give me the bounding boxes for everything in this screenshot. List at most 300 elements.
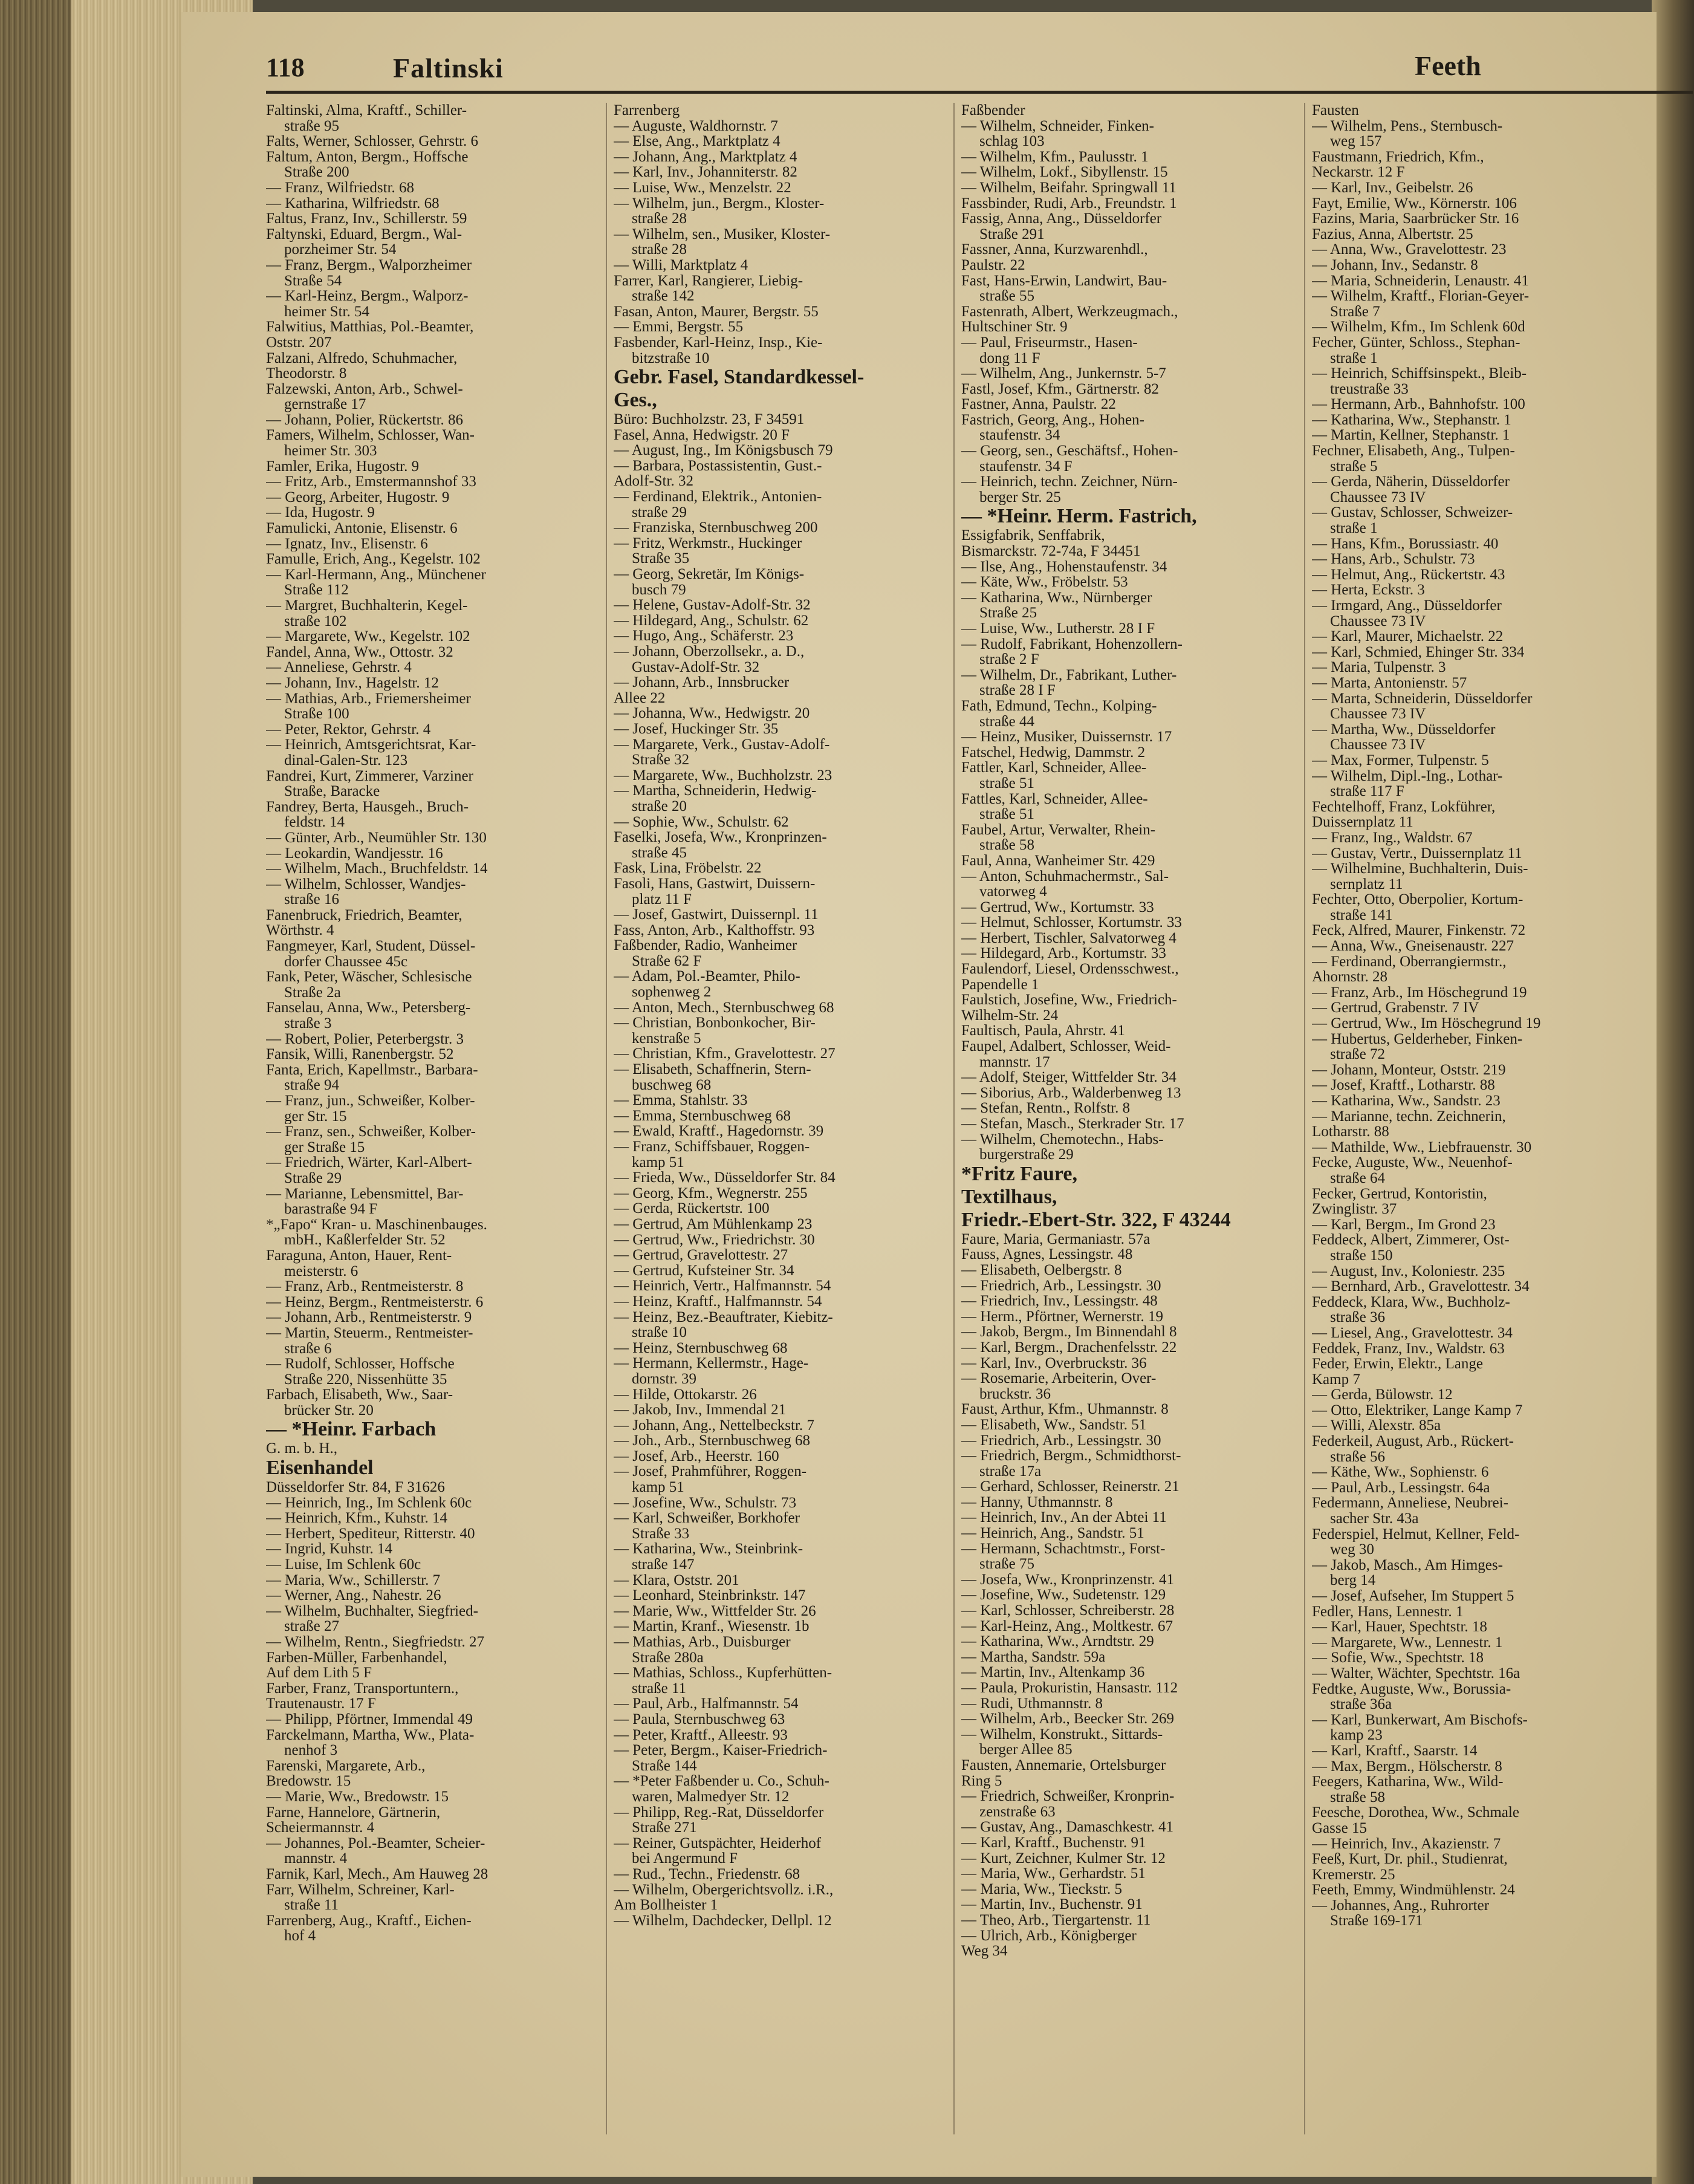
directory-entry-line: — Heinz, Bez.-Beauftrater, Kiebitz-: [614, 1309, 833, 1325]
directory-entry-line: — Hildegard, Arb., Kortumstr. 33: [961, 946, 1166, 962]
directory-entry-line: straße 20: [632, 798, 687, 814]
directory-entry-line: — Else, Ang., Marktplatz 4: [614, 134, 780, 149]
directory-entry-line: straße 27: [284, 1619, 339, 1634]
column-divider: [953, 103, 955, 2134]
column-divider: [606, 103, 607, 2134]
directory-entry-line: — Gustav, Schlosser, Schweizer-: [1312, 505, 1513, 521]
directory-entry-line: Gebr. Fasel, Standardkessel-: [614, 366, 865, 389]
directory-entry-line: Ring 5: [961, 1773, 1002, 1789]
directory-entry-line: — Johann, Oberzollsekr., a. D.,: [614, 644, 805, 660]
directory-entry-line: bitzstraße 10: [632, 350, 710, 366]
directory-entry-line: treustraße 33: [1330, 381, 1409, 397]
directory-entry-line: Straße 144: [632, 1758, 697, 1774]
directory-entry-line: — Ida, Hugostr. 9: [266, 505, 375, 521]
directory-entry-line: Chaussee 73 IV: [1330, 706, 1426, 722]
directory-entry-line: — Georg, Kfm., Wegnerstr. 255: [614, 1185, 808, 1201]
directory-entry-line: Fandrey, Berta, Hausgeh., Bruch-: [266, 799, 469, 815]
directory-entry-line: Farne, Hannelore, Gärtnerin,: [266, 1804, 441, 1821]
directory-entry-line: — Franz, Ing., Waldstr. 67: [1312, 830, 1473, 846]
directory-entry-line: Farben-Müller, Farbenhandel,: [266, 1649, 447, 1666]
directory-entry-line: — Friedrich, Arb., Lessingstr. 30: [961, 1278, 1161, 1294]
directory-entry-line: straße 1: [1330, 521, 1378, 536]
directory-entry-line: Falzewski, Anton, Arb., Schwel-: [266, 381, 463, 397]
directory-entry-line: — August, Inv., Koloniestr. 235: [1312, 1263, 1505, 1279]
directory-entry-line: — Georg, sen., Geschäftsf., Hohen-: [961, 443, 1178, 459]
directory-entry-line: Weg 34: [961, 1943, 1008, 1959]
directory-entry-line: Fauss, Agnes, Lessingstr. 48: [961, 1247, 1133, 1263]
directory-entry-line: Straße 271: [632, 1820, 697, 1836]
directory-entry-line: weg 157: [1330, 134, 1382, 149]
directory-entry-line: — Mathias, Arb., Friemersheimer: [266, 691, 471, 707]
directory-entry-line: — Gertrud, Ww., Kortumstr. 33: [961, 899, 1154, 915]
directory-entry-line: — Josefa, Ww., Kronprinzenstr. 41: [961, 1571, 1175, 1588]
directory-entry-line: — Peter, Bergm., Kaiser-Friedrich-: [614, 1743, 828, 1758]
directory-entry-line: — Liesel, Ang., Gravelottestr. 34: [1312, 1325, 1513, 1341]
directory-entry-line: — Gertrud, Am Mühlenkamp 23: [614, 1216, 813, 1232]
directory-entry-line: — Kurt, Zeichner, Kulmer Str. 12: [961, 1850, 1166, 1867]
directory-entry-line: — Wilhelm, Dr., Fabrikant, Luther-: [961, 667, 1177, 683]
directory-entry-line: — Heinrich, Inv., An der Abtei 11: [961, 1510, 1167, 1526]
directory-entry-line: — Ulrich, Arb., Königberger: [961, 1928, 1137, 1944]
directory-entry-line: — Jakob, Inv., Immendal 21: [614, 1402, 787, 1418]
directory-entry-line: — Emma, Sternbuschweg 68: [614, 1108, 791, 1124]
directory-entry-line: — Johann, Polier, Rückertstr. 86: [266, 412, 464, 428]
directory-entry-line: — Walter, Wächter, Spechtstr. 16a: [1312, 1665, 1520, 1682]
directory-entry-line: — Maria, Schneiderin, Lenaustr. 41: [1312, 273, 1529, 289]
directory-entry-line: bruckstr. 36: [979, 1386, 1051, 1402]
directory-entry-line: — Heinz, Bergm., Rentmeisterstr. 6: [266, 1294, 484, 1310]
directory-entry-line: — Wilhelm, Schneider, Finken-: [961, 118, 1155, 134]
directory-entry-line: Düsseldorfer Str. 84, F 31626: [266, 1480, 445, 1495]
directory-entry-line: straße 72: [1330, 1047, 1385, 1062]
column-3: [961, 103, 1293, 2134]
directory-entry-line: Fedler, Hans, Lennestr. 1: [1312, 1604, 1464, 1620]
directory-entry-line: — *Heinr. Herm. Fastrich,: [961, 505, 1197, 528]
directory-entry-line: Straße 7: [1330, 304, 1380, 320]
directory-entry-line: — Leokardin, Wandjesstr. 16: [266, 845, 443, 862]
directory-entry-line: — Karl, Inv., Geibelstr. 26: [1312, 180, 1473, 196]
directory-entry-line: straße 45: [632, 845, 687, 861]
directory-entry-line: straße 75: [979, 1556, 1034, 1572]
directory-entry-line: — Rud., Techn., Friedenstr. 68: [614, 1866, 800, 1882]
directory-entry-line: Eisenhandel: [266, 1457, 374, 1480]
directory-entry-line: — Karl, Bergm., Drachenfelsstr. 22: [961, 1339, 1177, 1356]
directory-entry-line: — Johann, Inv., Hagelstr. 12: [266, 675, 439, 691]
directory-entry-line: Fanselau, Anna, Ww., Petersberg-: [266, 1000, 471, 1016]
directory-entry-line: Faselki, Josefa, Ww., Kronprinzen-: [614, 830, 827, 845]
directory-entry-line: — Auguste, Waldhornstr. 7: [614, 118, 778, 134]
directory-entry-line: Ges.,: [614, 389, 657, 412]
directory-entry-line: — Wilhelm, Pens., Sternbusch-: [1312, 118, 1503, 134]
directory-entry-line: straße 36: [1330, 1310, 1385, 1325]
directory-entry-line: Straße 2a: [284, 984, 341, 1001]
directory-entry-line: — Georg, Arbeiter, Hugostr. 9: [266, 489, 450, 505]
directory-entry-line: — Rudi, Uthmannstr. 8: [961, 1695, 1103, 1712]
directory-entry-line: Lotharstr. 88: [1312, 1124, 1389, 1140]
directory-entry-line: — Ferdinand, Elektrik., Antonien-: [614, 489, 822, 505]
directory-entry-line: — Adam, Pol.-Beamter, Philo-: [614, 969, 800, 985]
directory-entry-line: — Sophie, Ww., Schulstr. 62: [614, 814, 789, 830]
directory-entry-line: Farenski, Margarete, Arb.,: [266, 1758, 426, 1774]
directory-entry-line: — Karl, Kraftf., Buchenstr. 91: [961, 1835, 1146, 1851]
directory-entry-line: — Herm., Pförtner, Wernerstr. 19: [961, 1308, 1163, 1325]
directory-entry-line: — Elisabeth, Oelbergstr. 8: [961, 1262, 1122, 1278]
directory-entry-line: Fecke, Auguste, Ww., Neuenhof-: [1312, 1155, 1513, 1171]
directory-entry-line: — Paula, Sternbuschweg 63: [614, 1711, 785, 1727]
directory-entry-line: Falwitius, Matthias, Pol.-Beamter,: [266, 319, 474, 335]
directory-entry-line: — Wilhelm, Chemotechn., Habs-: [961, 1131, 1164, 1148]
directory-entry-line: Fassig, Anna, Ang., Düsseldorfer: [961, 211, 1162, 227]
directory-entry-line: straße 150: [1330, 1247, 1393, 1264]
directory-entry-line: Fecher, Günter, Schloss., Stephan-: [1312, 334, 1520, 351]
directory-entry-line: straße 58: [979, 837, 1034, 853]
directory-entry-line: — Friedrich, Bergm., Schmidthorst-: [961, 1448, 1181, 1464]
directory-entry-line: — Franz, jun., Schweißer, Kolber-: [266, 1093, 475, 1109]
directory-entry-line: mbH., Kaßlerfelder Str. 52: [284, 1232, 446, 1248]
directory-entry-line: — Anneliese, Gehrstr. 4: [266, 660, 412, 675]
directory-entry-line: Straße 33: [632, 1526, 690, 1542]
directory-entry-line: berg 14: [1330, 1573, 1376, 1588]
directory-entry-line: — Gertrud, Ww., Im Höschegrund 19: [1312, 1016, 1541, 1032]
directory-entry-line: vatorweg 4: [979, 884, 1047, 900]
directory-entry-line: — Wilhelm, Kraftf., Florian-Geyer-: [1312, 288, 1530, 304]
directory-entry-line: — Wilhelm, Arb., Beecker Str. 269: [961, 1711, 1174, 1727]
directory-entry-line: — Johann, Monteur, Oststr. 219: [1312, 1062, 1506, 1078]
directory-entry-line: — Gerda, Näherin, Düsseldorfer: [1312, 474, 1510, 490]
directory-entry-line: — Maria, Ww., Schillerstr. 7: [266, 1572, 441, 1588]
directory-entry-line: kamp 51: [632, 1480, 684, 1495]
directory-entry-line: — Franz, Bergm., Walporzheimer: [266, 257, 472, 273]
directory-entry-line: — Johann, Inv., Sedanstr. 8: [1312, 257, 1478, 273]
directory-entry-line: Feegers, Katharina, Ww., Wild-: [1312, 1774, 1504, 1790]
directory-entry-line: Adolf-Str. 32: [614, 473, 693, 490]
directory-entry-line: straße 2 F: [979, 652, 1039, 668]
directory-entry-line: — Friedrich, Inv., Lessingstr. 48: [961, 1293, 1158, 1309]
directory-entry-line: Faßbender, Radio, Wanheimer: [614, 938, 797, 954]
directory-entry-line: — Josef, Prahmführer, Roggen-: [614, 1464, 807, 1480]
directory-entry-line: mannstr. 4: [284, 1851, 348, 1867]
directory-entry-line: — *Heinr. Farbach: [266, 1418, 436, 1441]
directory-entry-line: — Paul, Arb., Halfmannstr. 54: [614, 1696, 799, 1712]
directory-entry-line: — Josef, Kraftf., Lotharstr. 88: [1312, 1077, 1495, 1093]
directory-entry-line: — Gerda, Bülowstr. 12: [1312, 1387, 1453, 1403]
directory-entry-line: Faul, Anna, Wanheimer Str. 429: [961, 853, 1155, 869]
directory-entry-line: Faupel, Adalbert, Schlosser, Weid-: [961, 1039, 1171, 1055]
directory-entry-line: — Heinz, Kraftf., Halfmannstr. 54: [614, 1293, 822, 1310]
directory-entry-line: — Adolf, Steiger, Wittfelder Str. 34: [961, 1070, 1176, 1085]
directory-entry-line: Straße 280a: [632, 1649, 704, 1666]
directory-entry-line: Textilhaus,: [961, 1185, 1057, 1208]
directory-entry-line: Feesche, Dorothea, Ww., Schmale: [1312, 1805, 1519, 1821]
directory-entry-line: — Klara, Oststr. 201: [614, 1572, 739, 1588]
directory-entry-line: Straße 112: [284, 582, 349, 598]
directory-entry-line: straße 51: [979, 775, 1034, 791]
directory-entry-line: Faultisch, Paula, Ahrstr. 41: [961, 1023, 1125, 1039]
directory-entry-line: Duissernplatz 11: [1312, 814, 1413, 830]
directory-entry-line: — Jakob, Masch., Am Himges-: [1312, 1557, 1503, 1573]
directory-entry-line: — Josef, Huckinger Str. 35: [614, 721, 779, 737]
directory-entry-line: — Luise, Im Schlenk 60c: [266, 1557, 421, 1573]
directory-entry-line: — Josef, Arb., Heerstr. 160: [614, 1448, 779, 1464]
directory-entry-line: — Ignatz, Inv., Elisenstr. 6: [266, 536, 428, 552]
directory-entry-line: kamp 51: [632, 1154, 684, 1171]
directory-entry-line: Wörthstr. 4: [266, 923, 334, 939]
directory-entry-line: — Heinz, Musiker, Duissernstr. 17: [961, 729, 1172, 745]
directory-entry-line: straße 51: [979, 807, 1034, 822]
directory-entry-line: staufenstr. 34 F: [979, 458, 1073, 475]
directory-entry-line: — Wilhelm, Ang., Junkernstr. 5-7: [961, 366, 1166, 382]
directory-entry-line: — Hans, Arb., Schulstr. 73: [1312, 551, 1475, 567]
directory-entry-line: — Katharina, Ww., Stephanstr. 1: [1312, 412, 1511, 428]
directory-entry-line: — Günter, Arb., Neumühler Str. 130: [266, 830, 487, 846]
directory-entry-line: — Hanny, Uthmannstr. 8: [961, 1494, 1113, 1510]
directory-entry-line: straße 95: [284, 118, 339, 134]
directory-entry-line: Feck, Alfred, Maurer, Finkenstr. 72: [1312, 923, 1526, 939]
directory-entry-line: straße 6: [284, 1341, 332, 1357]
directory-entry-line: buschweg 68: [632, 1077, 712, 1093]
directory-entry-line: Kremerstr. 25: [1312, 1867, 1395, 1883]
directory-entry-line: Farbach, Elisabeth, Ww., Saar-: [266, 1387, 453, 1403]
directory-entry-line: — Ingrid, Kuhstr. 14: [266, 1541, 393, 1558]
directory-entry-line: Allee 22: [614, 690, 666, 706]
header-rule: [266, 91, 1693, 94]
directory-entry-line: bei Angermund F: [632, 1851, 738, 1867]
directory-entry-line: dong 11 F: [979, 350, 1040, 366]
directory-entry-line: — Josef, Aufseher, Im Stuppert 5: [1312, 1588, 1514, 1604]
directory-entry-line: Paulstr. 22: [961, 257, 1025, 273]
directory-page: [181, 12, 1657, 2177]
directory-entry-line: — Katharina, Wilfriedstr. 68: [266, 195, 440, 212]
directory-entry-line: — Bernhard, Arb., Gravelottestr. 34: [1312, 1279, 1530, 1295]
directory-entry-line: Straße 200: [284, 164, 349, 180]
directory-entry-line: Farrenberg, Aug., Kraftf., Eichen-: [266, 1913, 472, 1929]
directory-entry-line: busch 79: [632, 582, 686, 598]
directory-entry-line: — Peter, Kraftf., Alleestr. 93: [614, 1727, 788, 1743]
directory-entry-line: — Heinrich, Ang., Sandstr. 51: [961, 1526, 1144, 1541]
directory-entry-line: — Martin, Kellner, Stephanstr. 1: [1312, 427, 1510, 444]
directory-entry-line: — Joh., Arb., Sternbuschweg 68: [614, 1433, 810, 1449]
directory-entry-line: berger Str. 25: [979, 489, 1061, 505]
column-divider: [1304, 103, 1305, 2134]
directory-entry-line: Faulendorf, Liesel, Ordensschwest.,: [961, 961, 1179, 977]
directory-entry-line: ger Straße 15: [284, 1139, 365, 1155]
directory-entry-line: Fasan, Anton, Maurer, Bergstr. 55: [614, 304, 819, 320]
directory-entry-line: Fastl, Josef, Kfm., Gärtnerstr. 82: [961, 381, 1160, 397]
directory-entry-line: kamp 23: [1330, 1727, 1383, 1743]
directory-entry-line: Farr, Wilhelm, Schreiner, Karl-: [266, 1882, 455, 1898]
directory-entry-line: — Frieda, Ww., Düsseldorfer Str. 84: [614, 1170, 836, 1186]
directory-entry-line: — Luise, Ww., Menzelstr. 22: [614, 180, 791, 196]
directory-entry-line: burgerstraße 29: [979, 1147, 1074, 1163]
directory-entry-line: — Wilhelm, Dipl.-Ing., Lothar-: [1312, 768, 1503, 784]
directory-entry-line: Straße 220, Nissenhütte 35: [284, 1371, 447, 1388]
directory-entry-line: Farnik, Karl, Mech., Am Hauweg 28: [266, 1866, 488, 1882]
header-right-keyword: Feeth: [1415, 50, 1481, 81]
directory-entry-line: — Johanna, Ww., Hedwigstr. 20: [614, 706, 810, 721]
directory-entry-line: Fandel, Anna, Ww., Ottostr. 32: [266, 644, 453, 660]
directory-entry-line: Fayt, Emilie, Ww., Körnerstr. 106: [1312, 195, 1517, 212]
directory-entry-line: — Marianne, Lebensmittel, Bar-: [266, 1186, 464, 1202]
directory-entry-line: — Gustav, Vertr., Duissernplatz 11: [1312, 845, 1522, 862]
directory-entry-line: — Hubertus, Gelderheber, Finken-: [1312, 1031, 1523, 1047]
directory-entry-line: — Karl, Schmied, Ehinger Str. 334: [1312, 644, 1525, 660]
directory-entry-line: — Emmi, Bergstr. 55: [614, 319, 744, 335]
directory-entry-line: Farrenberg: [614, 103, 680, 119]
directory-entry-line: — Otto, Elektriker, Lange Kamp 7: [1312, 1402, 1523, 1419]
directory-entry-line: straße 147: [632, 1557, 695, 1573]
directory-entry-line: Fattles, Karl, Schneider, Allee-: [961, 791, 1148, 807]
directory-entry-line: straße 28: [632, 242, 687, 258]
directory-entry-line: Theodorstr. 8: [266, 366, 347, 382]
directory-entry-line: — Martha, Ww., Düsseldorfer: [1312, 721, 1496, 738]
directory-entry-line: — Siborius, Arb., Walderbenweg 13: [961, 1085, 1181, 1101]
directory-entry-line: — Werner, Ang., Nahestr. 26: [266, 1588, 441, 1604]
directory-entry-line: Fazins, Maria, Saarbrücker Str. 16: [1312, 211, 1519, 227]
directory-entry-line: Bismarckstr. 72-74a, F 34451: [961, 544, 1141, 559]
directory-entry-line: straße 1: [1330, 350, 1378, 366]
directory-entry-line: — Martha, Sandstr. 59a: [961, 1649, 1106, 1665]
directory-entry-line: — Maria, Ww., Tieckstr. 5: [961, 1881, 1122, 1897]
directory-entry-line: Ahornstr. 28: [1312, 969, 1387, 985]
directory-entry-line: straße 55: [979, 288, 1034, 304]
directory-entry-line: — Mathias, Arb., Duisburger: [614, 1634, 791, 1650]
directory-entry-line: Fastenrath, Albert, Werkzeugmach.,: [961, 304, 1178, 320]
directory-entry-line: Am Bollheister 1: [614, 1897, 718, 1913]
directory-entry-line: — Wilhelm, Lokf., Sibyllenstr. 15: [961, 164, 1168, 180]
directory-entry-line: — Wilhelm, Kfm., Im Schlenk 60d: [1312, 319, 1525, 335]
directory-entry-line: *Fritz Faure,: [961, 1162, 1077, 1185]
directory-entry-line: Farber, Franz, Transportuntern.,: [266, 1680, 459, 1697]
directory-entry-line: straße 94: [284, 1077, 339, 1093]
directory-entry-line: — Heinrich, Amtsgerichtsrat, Kar-: [266, 737, 476, 753]
directory-entry-line: — Gustav, Ang., Damaschkestr. 41: [961, 1819, 1174, 1835]
directory-entry-line: straße 11: [284, 1897, 339, 1913]
directory-entry-line: Fastner, Anna, Paulstr. 22: [961, 397, 1116, 412]
directory-entry-line: Fecker, Gertrud, Kontoristin,: [1312, 1186, 1487, 1202]
directory-entry-line: — Wilhelm, sen., Musiker, Kloster-: [614, 226, 831, 242]
directory-entry-line: — Karl, Inv., Johanniterstr. 82: [614, 164, 797, 180]
directory-entry-line: Fask, Lina, Fröbelstr. 22: [614, 860, 762, 876]
directory-entry-line: straße 36a: [1330, 1697, 1392, 1712]
directory-entry-line: Feeß, Kurt, Dr. phil., Studienrat,: [1312, 1851, 1508, 1867]
directory-entry-line: Faßbender: [961, 103, 1025, 119]
directory-entry-line: G. m. b. H.,: [266, 1441, 338, 1457]
directory-entry-line: Famler, Erika, Hugostr. 9: [266, 458, 420, 475]
directory-entry-line: — Fritz, Arb., Emstermannshof 33: [266, 474, 476, 490]
directory-entry-line: — Robert, Polier, Peterbergstr. 3: [266, 1031, 464, 1047]
directory-entry-line: — Martin, Steuerm., Rentmeister-: [266, 1325, 473, 1341]
directory-entry-line: zenstraße 63: [979, 1804, 1056, 1820]
directory-entry-line: Federkeil, August, Arb., Rückert-: [1312, 1434, 1514, 1449]
directory-entry-line: — Helene, Gustav-Adolf-Str. 32: [614, 597, 811, 613]
directory-entry-line: — Wilhelm, Dachdecker, Dellpl. 12: [614, 1913, 832, 1929]
directory-entry-line: Federmann, Anneliese, Neubrei-: [1312, 1495, 1508, 1512]
directory-entry-line: — Heinrich, Inv., Akazienstr. 7: [1312, 1836, 1501, 1852]
directory-entry-line: Faulstich, Josefine, Ww., Friedrich-: [961, 992, 1177, 1008]
directory-entry-line: Fazius, Anna, Albertstr. 25: [1312, 226, 1473, 242]
directory-entry-line: straße 117 F: [1330, 784, 1404, 799]
directory-entry-line: — Luise, Ww., Lutherstr. 28 I F: [961, 621, 1155, 637]
directory-entry-line: — Christian, Kfm., Gravelottestr. 27: [614, 1046, 836, 1062]
directory-entry-line: — Anton, Mech., Sternbuschweg 68: [614, 999, 834, 1016]
directory-entry-line: — Wilhelmine, Buchhalterin, Duis-: [1312, 861, 1528, 877]
directory-entry-line: — Karl-Hermann, Ang., Münchener: [266, 567, 486, 583]
directory-entry-line: — Katharina, Ww., Nürnberger: [961, 590, 1152, 606]
directory-entry-line: — Karl, Maurer, Michaelstr. 22: [1312, 629, 1504, 645]
directory-entry-line: Fast, Hans-Erwin, Landwirt, Bau-: [961, 273, 1167, 289]
directory-entry-line: — Stefan, Masch., Sterkrader Str. 17: [961, 1116, 1184, 1132]
directory-entry-line: sacher Str. 43a: [1330, 1511, 1419, 1527]
directory-entry-line: — Marianne, techn. Zeichnerin,: [1312, 1108, 1506, 1125]
directory-entry-line: Chaussee 73 IV: [1330, 737, 1426, 753]
directory-entry-line: dinal-Galen-Str. 123: [284, 752, 408, 769]
directory-entry-line: — Karl-Heinz, Bergm., Walporz-: [266, 288, 469, 304]
directory-entry-line: — Elisabeth, Ww., Sandstr. 51: [961, 1417, 1147, 1433]
directory-entry-line: — Wilhelm, Mach., Bruchfeldstr. 14: [266, 861, 488, 877]
directory-entry-line: dorfer Chaussee 45c: [284, 954, 408, 970]
directory-entry-line: — Martin, Inv., Altenkamp 36: [961, 1665, 1145, 1680]
directory-entry-line: straße 102: [284, 613, 347, 629]
directory-entry-line: weg 30: [1330, 1542, 1374, 1558]
directory-entry-line: — Emma, Stahlstr. 33: [614, 1093, 748, 1108]
directory-entry-line: — Heinrich, Schiffsinspekt., Bleib-: [1312, 366, 1527, 382]
directory-entry-line: straße 58: [1330, 1789, 1385, 1805]
directory-entry-line: — Elisabeth, Schaffnerin, Stern-: [614, 1062, 811, 1077]
directory-entry-line: Falzani, Alfredo, Schuhmacher,: [266, 350, 458, 366]
directory-entry-line: platz 11 F: [632, 891, 692, 908]
directory-entry-line: straße 44: [979, 713, 1034, 730]
directory-entry-line: *„Fapo“ Kran- u. Maschinenbauges.: [266, 1217, 487, 1233]
directory-entry-line: — Johann, Arb., Rentmeisterstr. 9: [266, 1310, 472, 1325]
directory-entry-line: Scheiermannstr. 4: [266, 1820, 375, 1836]
header-left-keyword: Faltinski: [393, 53, 504, 83]
directory-entry-line: Faure, Maria, Germaniastr. 57a: [961, 1231, 1150, 1247]
directory-entry-line: — Anna, Ww., Gravelottestr. 23: [1312, 242, 1507, 258]
directory-entry-line: — Hermann, Schachtmstr., Forst-: [961, 1541, 1166, 1557]
directory-entry-line: — Friedrich, Arb., Lessingstr. 30: [961, 1432, 1161, 1449]
directory-entry-line: — *Peter Faßbender u. Co., Schuh-: [614, 1773, 829, 1789]
directory-entry-line: Wilhelm-Str. 24: [961, 1007, 1059, 1024]
directory-entry-line: Fanta, Erich, Kapellmstr., Barbara-: [266, 1062, 478, 1078]
directory-entry-line: — Franz, Wilfriedstr. 68: [266, 180, 415, 196]
directory-entry-line: — Wilhelm, Konstrukt., Sittards-: [961, 1726, 1163, 1743]
book-spine-shadow: [1652, 0, 1694, 2184]
directory-entry-line: Fasoli, Hans, Gastwirt, Duissern-: [614, 876, 816, 892]
directory-entry-line: — Theo, Arb., Tiergartenstr. 11: [961, 1912, 1151, 1928]
directory-entry-line: Famers, Wilhelm, Schlosser, Wan-: [266, 427, 475, 444]
directory-entry-line: — Josefine, Ww., Schulstr. 73: [614, 1495, 797, 1511]
directory-entry-line: porzheimer Str. 54: [284, 242, 397, 258]
directory-entry-line: — Martin, Kranf., Wiesenstr. 1b: [614, 1619, 810, 1634]
directory-entry-line: — Rudolf, Schlosser, Hoffsche: [266, 1356, 455, 1372]
directory-entry-line: straße 5: [1330, 458, 1378, 475]
directory-entry-line: — Mathias, Schloss., Kupferhütten-: [614, 1665, 832, 1681]
directory-entry-line: — Rudolf, Fabrikant, Hohenzollern-: [961, 636, 1183, 652]
directory-entry-line: — Friedrich, Wärter, Karl-Albert-: [266, 1155, 472, 1171]
directory-entry-line: dornstr. 39: [632, 1371, 696, 1387]
directory-entry-line: — Franz, Arb., Rentmeisterstr. 8: [266, 1279, 464, 1295]
directory-entry-line: — Mathilde, Ww., Liebfrauenstr. 30: [1312, 1139, 1532, 1155]
directory-entry-line: — Heinrich, Ing., Im Schlenk 60c: [266, 1495, 472, 1511]
directory-entry-line: sernplatz 11: [1330, 876, 1403, 892]
directory-entry-line: — Gertrud, Gravelottestr. 27: [614, 1247, 788, 1263]
directory-entry-line: — Maria, Ww., Gerhardstr. 51: [961, 1866, 1146, 1882]
directory-entry-line: — Gerhard, Schlosser, Reinerstr. 21: [961, 1479, 1180, 1495]
directory-entry-line: Faustmann, Friedrich, Kfm.,: [1312, 149, 1484, 165]
directory-entry-line: feldstr. 14: [284, 814, 345, 830]
directory-entry-line: — Helmut, Ang., Rückertstr. 43: [1312, 567, 1505, 583]
directory-entry-line: — Margarete, Ww., Kegelstr. 102: [266, 629, 470, 645]
